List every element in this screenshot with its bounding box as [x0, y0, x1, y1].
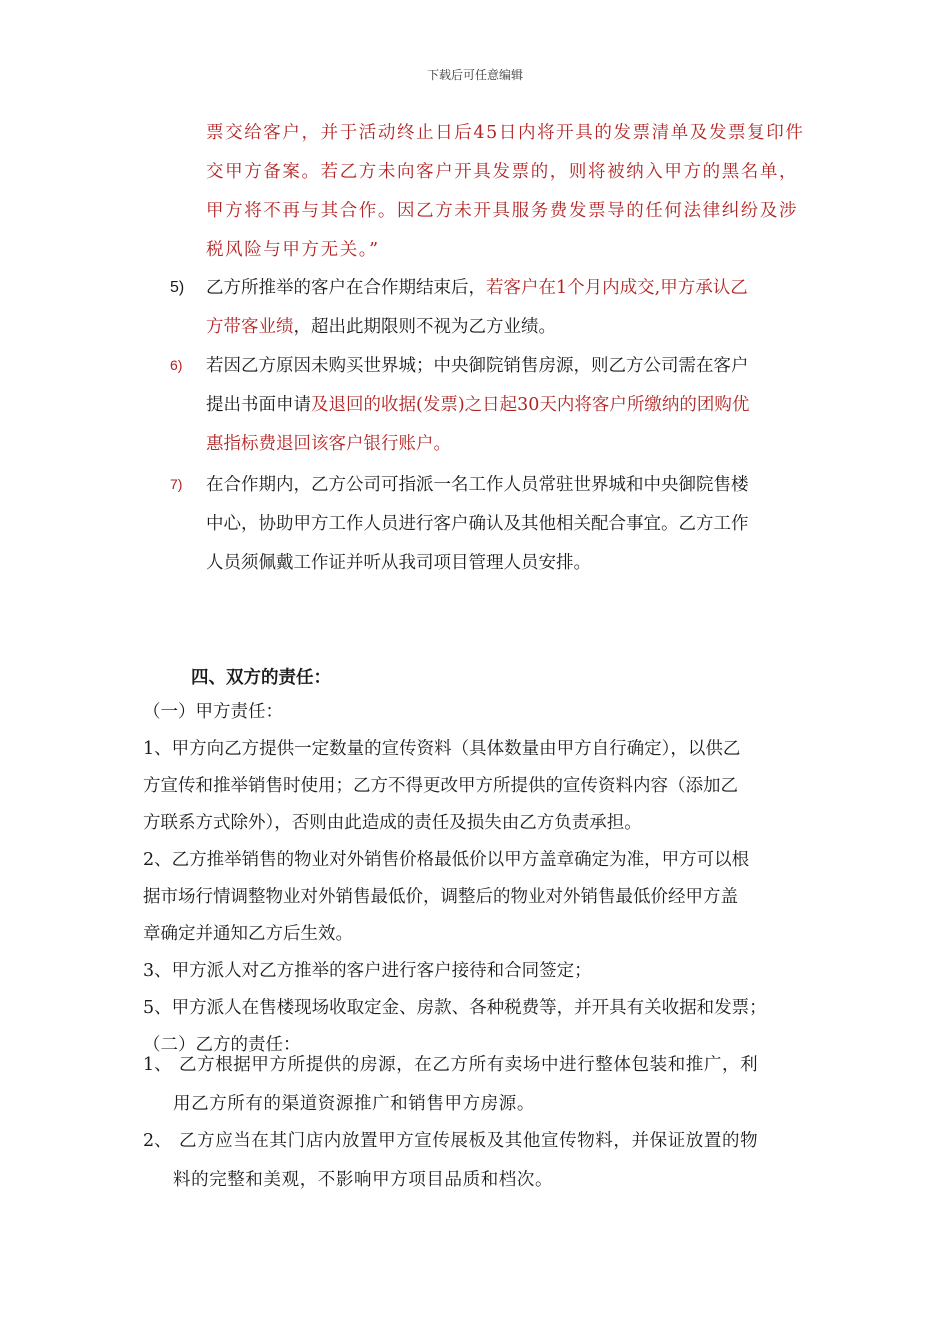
item-5-text: 乙方所推举的客户在合作期结束后， [206, 278, 486, 298]
text-line: 5、甲方派人在售楼现场收取定金、房款、各种税费等，并开具有关收据和发票； [143, 998, 767, 1018]
text-line: 票交给客户，并于活动终止日后45日内将开具的发票清单及发票复印件 [206, 123, 805, 143]
item-5-highlight: 若客户在1个月内成交,甲方承认乙 [486, 278, 748, 298]
text-line: 2、乙方推举销售的物业对外销售价格最低价以甲方盖章确定为准，甲方可以根 [143, 850, 750, 870]
subheading: （一）甲方责任： [143, 702, 283, 722]
text-line: 乙方根据甲方所提供的房源，在乙方所有卖场中进行整体包装和推广，利 [179, 1055, 759, 1075]
text-line: 方联系方式除外），否则由此造成的责任及损失由乙方负责承担。 [143, 813, 642, 833]
continuation-paragraph [206, 114, 804, 270]
party-b-item-2 [173, 1122, 758, 1200]
item-7-paragraph [206, 466, 749, 583]
text-line: 用乙方所有的渠道资源推广和销售甲方房源。 [173, 1094, 535, 1114]
list-number: 1、 [143, 1055, 172, 1075]
section-heading: 四、双方的责任： [191, 668, 331, 688]
item-number: 5) [170, 279, 185, 296]
text-line: 若因乙方原因未购买世界城；中央御院销售房源，则乙方公司需在客户 [206, 356, 749, 376]
item-6-highlight: 及退回的收据(发票)之日起30天内将客户所缴纳的团购优 [311, 395, 750, 415]
text-line: 交甲方备案。若乙方未向客户开具发票的，则将被纳入甲方的黑名单， [206, 162, 799, 182]
section-body [143, 694, 767, 1064]
party-b-item-1 [173, 1046, 758, 1124]
subheading: （二）乙方的责任： [143, 1035, 301, 1055]
item-5-paragraph [206, 269, 748, 347]
text-line: 人员须佩戴工作证并听从我司项目管理人员安排。 [206, 553, 591, 573]
item-number: 7) [170, 476, 183, 492]
item-6-text: 提出书面申请 [206, 395, 311, 415]
item-5-highlight: 方带客业绩 [206, 317, 294, 337]
text-line: 章确定并通知乙方后生效。 [143, 924, 353, 944]
text-line: 1、甲方向乙方提供一定数量的宣传资料（具体数量由甲方自行确定），以供乙 [143, 739, 741, 759]
item-5-text: ，超出此期限则不视为乙方业绩。 [293, 317, 556, 337]
text-line: 方宣传和推举销售时使用；乙方不得更改甲方所提供的宣传资料内容（添加乙 [143, 776, 738, 796]
text-line: 税风险与甲方无关。” [206, 240, 380, 260]
item-number: 6) [170, 357, 183, 373]
text-line: 甲方将不再与其合作。因乙方未开具服务费发票导的任何法律纠纷及涉 [206, 201, 799, 221]
text-line: 在合作期内，乙方公司可指派一名工作人员常驻世界城和中央御院售楼 [206, 475, 749, 495]
text-line: 据市场行情调整物业对外销售最低价，调整后的物业对外销售最低价经甲方盖 [143, 887, 738, 907]
list-number: 2、 [143, 1131, 172, 1151]
text-line: 中心，协助甲方工作人员进行客户确认及其他相关配合事宜。乙方工作 [206, 514, 749, 534]
text-line: 料的完整和美观，不影响甲方项目品质和档次。 [173, 1170, 554, 1190]
item-6-highlight: 惠指标费退回该客户银行账户。 [206, 434, 451, 454]
text-line: 3、甲方派人对乙方推举的客户进行客户接待和合同签定； [143, 961, 592, 981]
item-6-paragraph [206, 347, 749, 464]
text-line: 乙方应当在其门店内放置甲方宣传展板及其他宣传物料，并保证放置的物 [179, 1131, 759, 1151]
page-header: 下载后可任意编辑 [426, 68, 523, 82]
